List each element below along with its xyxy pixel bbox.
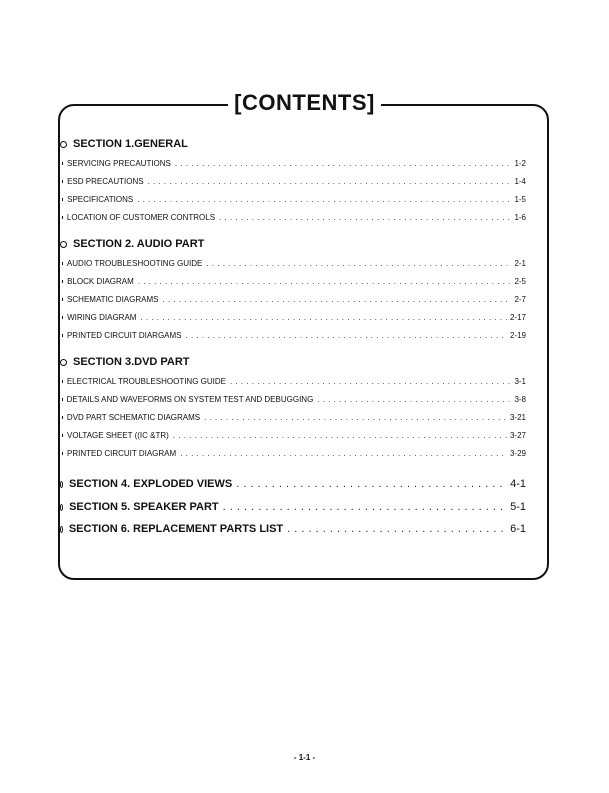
- toc-entry[interactable]: SPECIFICATIONS . . . 1-5: [60, 195, 538, 205]
- section-audio: [60, 237, 538, 341]
- toc-entry[interactable]: WIRING DIAGRAM . . . 2-17: [60, 313, 538, 323]
- major-section-5: [60, 500, 538, 514]
- toc-major-entry[interactable]: SECTION 6. REPLACEMENT PARTS LIST . . . 6-1: [60, 522, 538, 536]
- bullet-icon: [62, 434, 63, 437]
- toc-entry[interactable]: BLOCK DIAGRAM . . . 2-5: [60, 277, 538, 287]
- bullet-icon: [62, 398, 63, 401]
- toc-entry[interactable]: DVD PART SCHEMATIC DIAGRAMS . . . 3-21: [60, 413, 538, 423]
- bullet-icon: [62, 180, 63, 183]
- toc-entry[interactable]: ELECTRICAL TROUBLESHOOTING GUIDE . . . 3-1: [60, 377, 538, 387]
- bullet-icon: [62, 298, 63, 301]
- toc-major-entry[interactable]: SECTION 5. SPEAKER PART . . . 5-1: [60, 500, 538, 514]
- bullet-icon: [62, 280, 63, 283]
- bullet-icon: [62, 198, 63, 201]
- toc-entry[interactable]: PRINTED CIRCUIT DIARGAMS . . . 2-19: [60, 331, 538, 341]
- toc-entry[interactable]: SERVICING PRECAUTIONS . . . 1-2: [60, 159, 538, 169]
- section-heading: SECTION 2. AUDIO PART: [60, 237, 538, 251]
- bullet-icon: [62, 416, 63, 419]
- bullet-icon: [62, 216, 63, 219]
- page-number: - 1-1 -: [293, 753, 316, 762]
- bullet-icon: [62, 380, 63, 383]
- toc-major-entry[interactable]: SECTION 4. EXPLODED VIEWS . . . 4-1: [60, 477, 538, 491]
- bullet-icon: [62, 452, 63, 455]
- toc-entry[interactable]: DETAILS AND WAVEFORMS ON SYSTEM TEST AND DEBUGGING . . . 3-8: [60, 395, 538, 405]
- toc-entry[interactable]: SCHEMATIC DIAGRAMS . . . 2-7: [60, 295, 538, 305]
- section-dvd: [60, 355, 538, 459]
- circle-bullet-icon: [60, 241, 67, 248]
- major-section-6: [60, 522, 538, 536]
- bullet-icon: [62, 334, 63, 337]
- major-section-4: [60, 477, 538, 491]
- toc-entry[interactable]: ESD PRECAUTIONS . . . 1-4: [60, 177, 538, 187]
- toc-entry[interactable]: VOLTAGE SHEET ((IC &TR) . . . 3-27: [60, 431, 538, 441]
- toc-entry[interactable]: AUDIO TROUBLESHOOTING GUIDE . . . 2-1: [60, 259, 538, 269]
- circle-bullet-icon: [60, 141, 67, 148]
- section-heading: SECTION 1.GENERAL: [60, 137, 538, 151]
- toc-entry[interactable]: LOCATION OF CUSTOMER CONTROLS . . . 1-6: [60, 213, 538, 223]
- section-heading: SECTION 3.DVD PART: [60, 355, 538, 369]
- circle-bullet-icon: [60, 359, 67, 366]
- bullet-icon: [62, 316, 63, 319]
- page-title: [CONTENTS]: [0, 88, 609, 118]
- section-general: [60, 137, 538, 223]
- circle-bullet-icon: [60, 504, 63, 511]
- toc-entry[interactable]: PRINTED CIRCUIT DIAGRAM . . . 3-29: [60, 449, 538, 459]
- circle-bullet-icon: [60, 526, 63, 533]
- bullet-icon: [62, 162, 63, 165]
- bullet-icon: [62, 262, 63, 265]
- circle-bullet-icon: [60, 481, 63, 488]
